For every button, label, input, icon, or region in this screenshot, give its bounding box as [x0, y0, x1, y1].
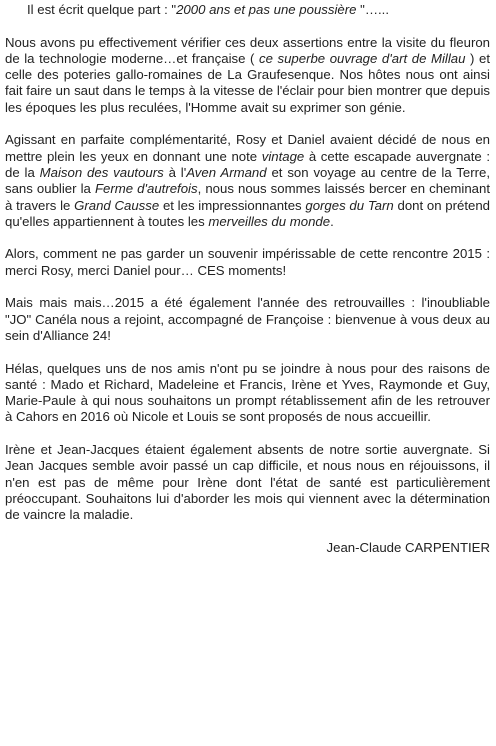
paragraph-text: Agissant en parfaite complémentarité, Rosy et Daniel avaient décidé de nous en mettre plein les yeux en donnant une note — [5, 132, 490, 164]
emphasis-viaduct: ce superbe ouvrage d'art de Millau — [258, 50, 466, 66]
paragraph-text: . — [330, 213, 334, 229]
emphasis-vintage: vintage — [261, 148, 305, 164]
signature: Jean-Claude CARPENTIER — [326, 539, 490, 555]
paragraph-text: et son voyage au centre de la Terre, sans oublier la — [5, 164, 490, 197]
intro-quote: 2000 ans et pas une poussière — [176, 2, 357, 17]
paragraph-health: Irène et Jean-Jacques étaient également absents de notre sortie auvergnate. Si Jean Jacques semble avoir passé un cap difficile, et nous nous en réjouissons, il n'en est pas de même pour Irène dont l'état de santé est particulièrement préoccupant. Souhaitons lui d'aborder les mois qui viennent avec la détermination de vaincre la maladie. — [5, 442, 490, 523]
paragraph-reunion: Mais mais mais…2015 a été également l'année des retrouvailles : l'inoubliable "JO" Canéla nous a rejoint, accompagné de Françoise : bienvenue à vous deux au sein d'Alliance 24! — [5, 295, 490, 343]
paragraph-text: Nous avons pu effectivement vérifier ces deux assertions entre la visite du fleuron de la technologie moderne…et française ( — [5, 34, 490, 66]
emphasis-wonders: merveilles du monde — [208, 213, 331, 229]
paragraph-auvergne — [5, 132, 490, 230]
paragraph-text: à cette escapade auvergnate : de la — [5, 148, 490, 180]
emphasis-vultures: Maison des vautours — [39, 164, 164, 180]
emphasis-farm: Ferme d'autrefois — [94, 181, 198, 197]
paragraph-text: à l' — [163, 164, 187, 180]
emphasis-gorges: gorges du Tarn — [305, 197, 394, 213]
intro-ellipsis: "…... — [356, 2, 389, 17]
paragraph-millau — [5, 35, 490, 116]
intro-paragraph — [5, 2, 490, 18]
emphasis-causse: Grand Causse — [74, 197, 160, 213]
paragraph-text: dont on prétend qu'elles appartiennent à toutes les — [5, 197, 491, 229]
paragraph-text: et les impressionnantes — [159, 197, 306, 213]
paragraph-text: ) et celle des poteries gallo-romaines de La Graufesenque. Nos hôtes nous ont ainsi fait faire un saut dans le temps à la vitesse de l'éclair pour bien montrer que depuis les époques les plus reculées, l'Homme avait su exprimer son génie. — [5, 50, 490, 115]
emphasis-aven: Aven Armand — [186, 164, 267, 180]
intro-text: Il est écrit quelque part : " — [27, 2, 177, 17]
paragraph-absent-friends: Hélas, quelques uns de nos amis n'ont pu se joindre à nous pour des raisons de santé : Mado et Richard, Madeleine et Francis, Irène et Yves, Raymonde et Guy, Marie-Paule à qui nous souhaitons un prompt rétablissement afin de les retrouver à Cahors en 2016 où Nicole et Louis se sont proposés de nous accueillir. — [5, 360, 490, 425]
paragraph-thanks: Alors, comment ne pas garder un souvenir impérissable de cette rencontre 2015 : merci Rosy, merci Daniel pour… CES moments! — [5, 246, 490, 278]
paragraph-text: , nous nous sommes laissés bercer en cheminant à travers le — [5, 181, 491, 213]
